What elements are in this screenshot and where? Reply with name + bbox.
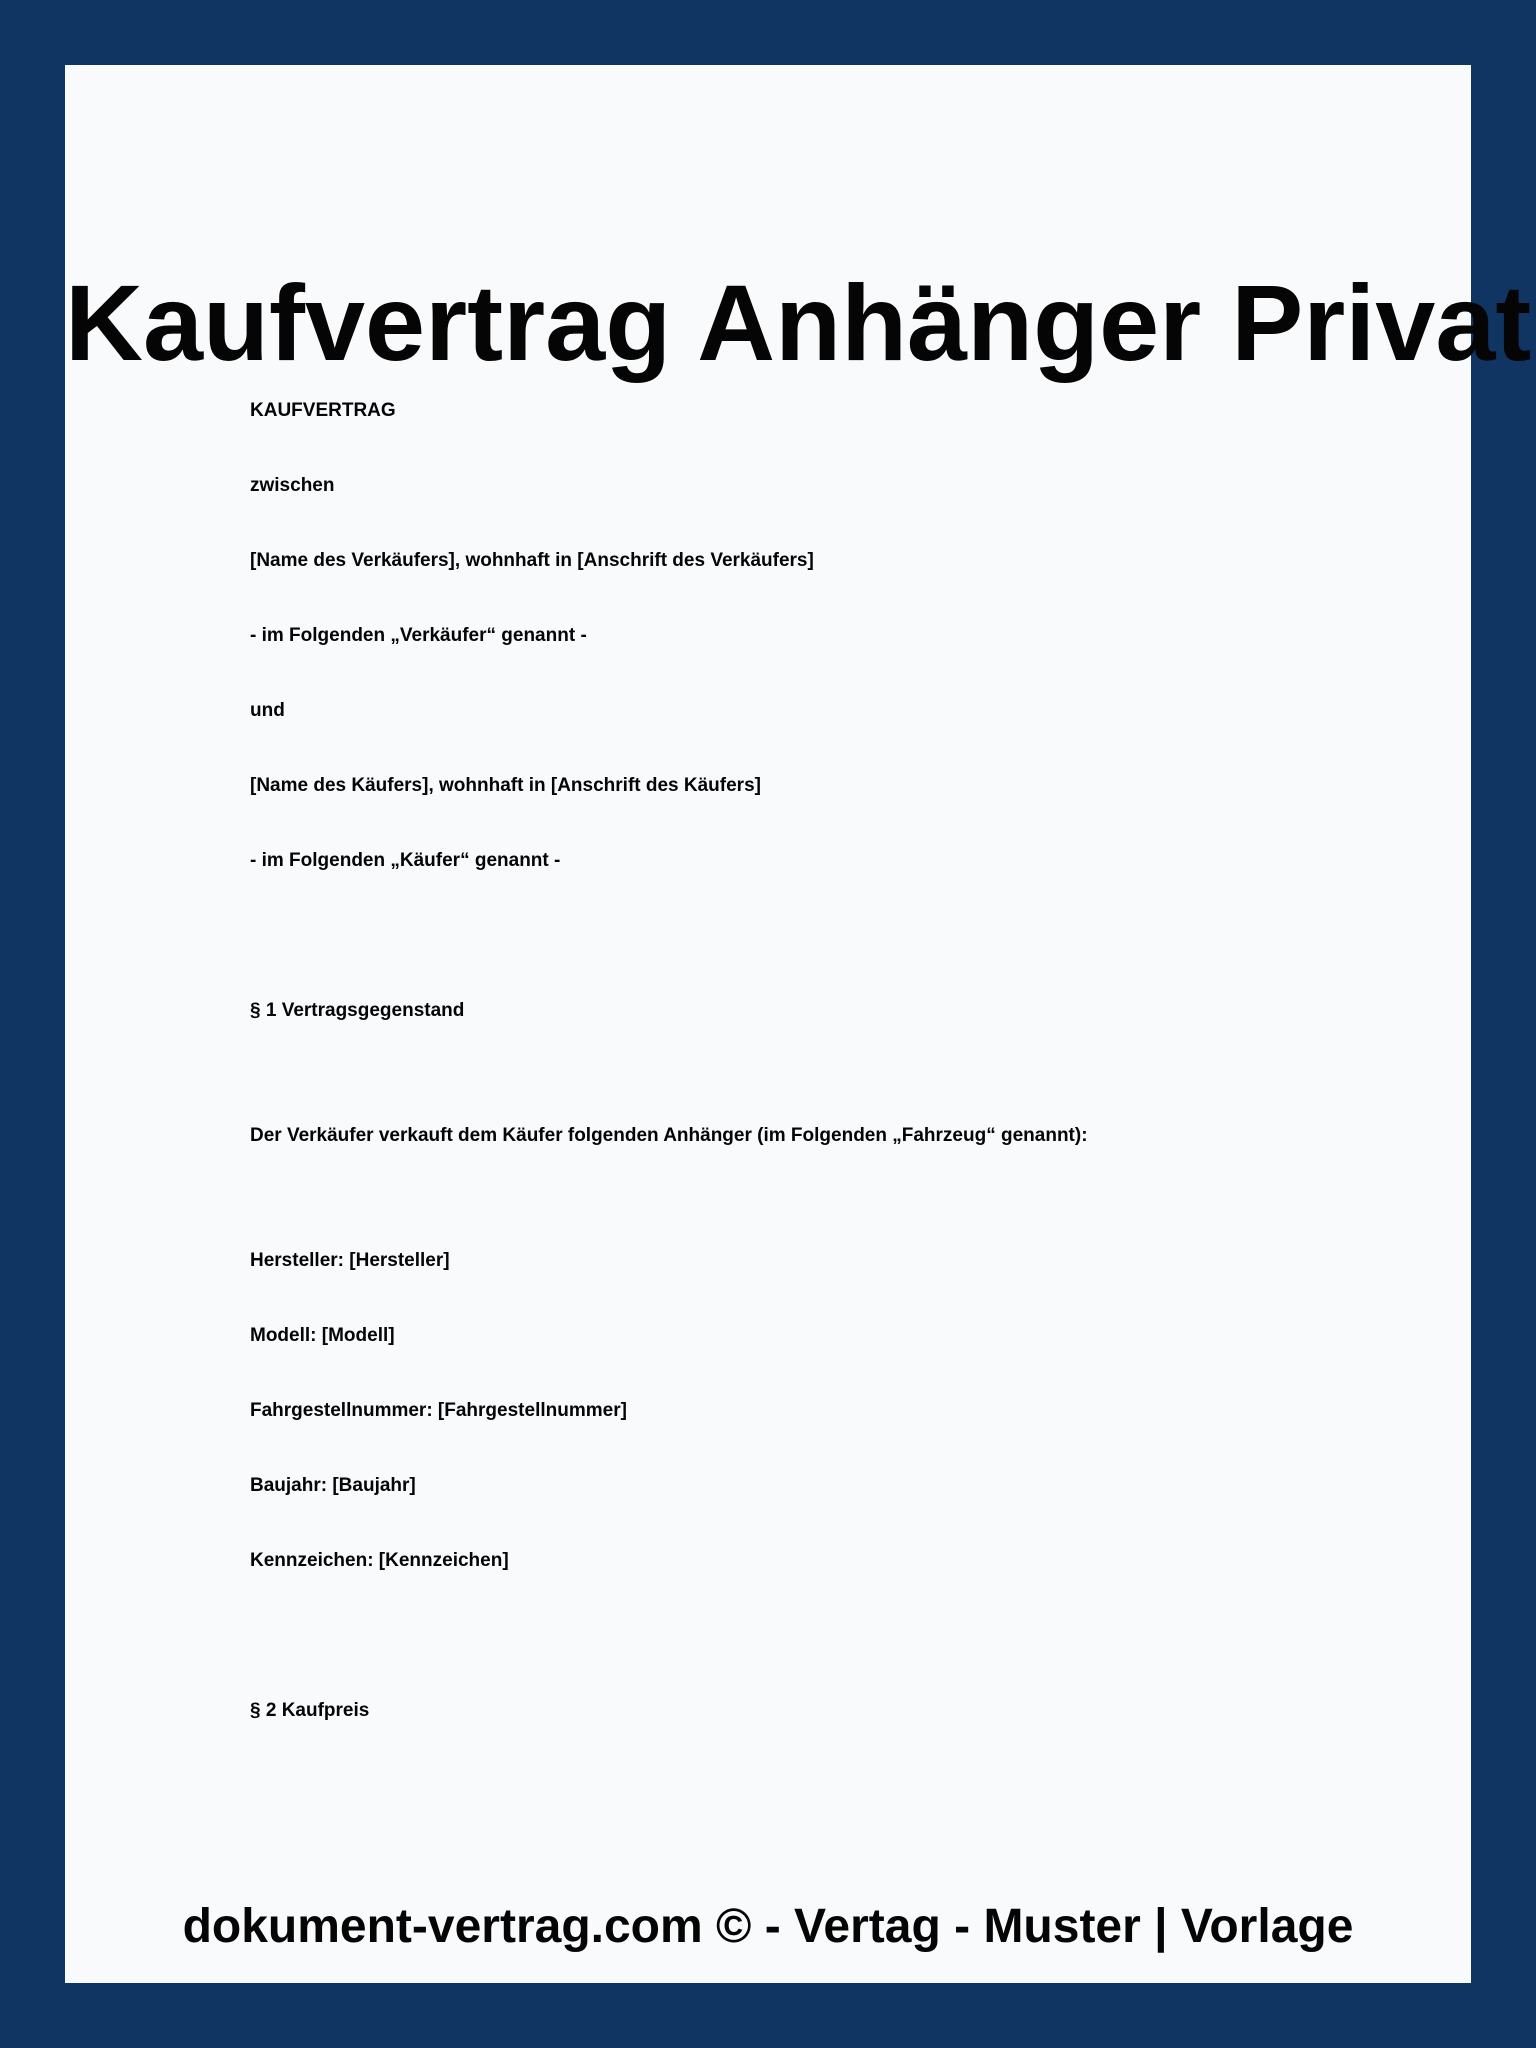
between-label: zwischen (250, 475, 335, 496)
and-label: und (250, 700, 285, 721)
vehicle-manufacturer: Hersteller: [Hersteller] (250, 1250, 450, 1271)
footer-watermark: dokument-vertrag.com © - Vertag - Muster | Vorlage (182, 1900, 1354, 1953)
contract-heading: KAUFVERTRAG (250, 400, 396, 421)
section-1-intro: Der Verkäufer verkauft dem Käufer folgenden Anhänger (im Folgenden „Fahrzeug“ genannt): (250, 1125, 1088, 1146)
vehicle-license-plate: Kennzeichen: [Kennzeichen] (250, 1550, 509, 1571)
seller-note: - im Folgenden „Verkäufer“ genannt - (250, 625, 587, 646)
vehicle-chassis-number: Fahrgestellnummer: [Fahrgestellnummer] (250, 1400, 627, 1421)
vehicle-model: Modell: [Modell] (250, 1325, 395, 1346)
document-page (65, 65, 1532, 1983)
section-2-title: § 2 Kaufpreis (250, 1700, 370, 1721)
vehicle-year: Baujahr: [Baujahr] (250, 1475, 416, 1496)
section-1-title: § 1 Vertragsgegenstand (250, 1000, 465, 1021)
document-title: Kaufvertrag Anhänger Privat (65, 262, 1532, 383)
seller-line: [Name des Verkäufers], wohnhaft in [Anschrift des Verkäufers] (250, 550, 814, 571)
buyer-note: - im Folgenden „Käufer“ genannt - (250, 850, 561, 871)
buyer-line: [Name des Käufers], wohnhaft in [Anschrift des Käufers] (250, 775, 761, 796)
